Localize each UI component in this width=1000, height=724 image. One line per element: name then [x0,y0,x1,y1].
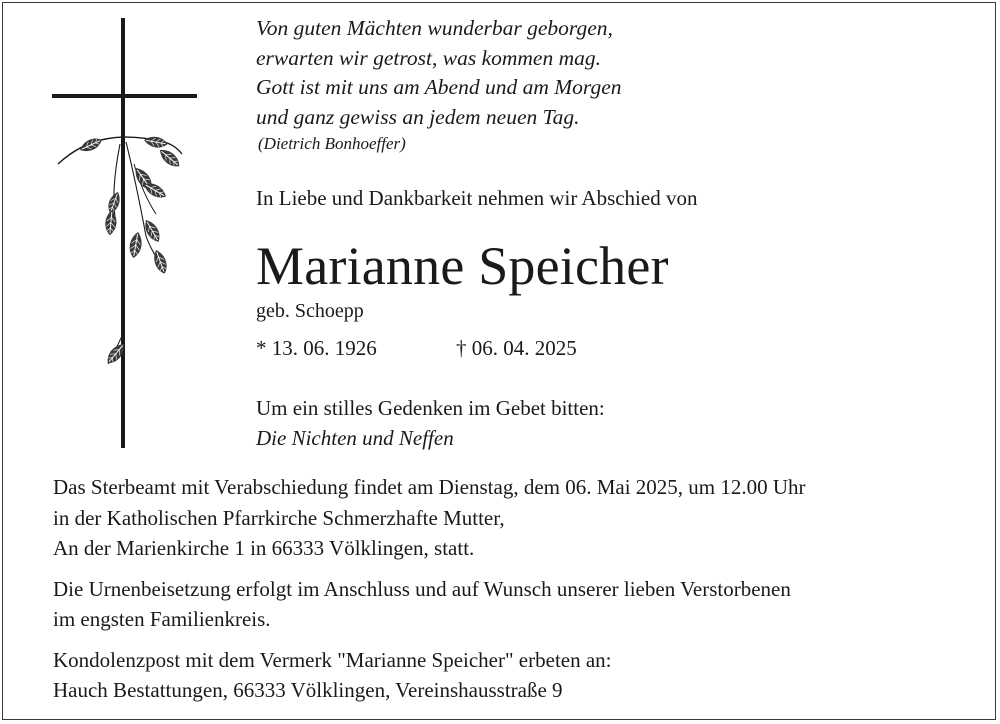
service-line: in der Katholischen Pfarrkirche Schmerzhafte Mutter, [53,505,505,530]
remembrance-plea: Um ein stilles Gedenken im Gebet bitten: [256,396,605,420]
poem [256,14,956,156]
burial-line: Die Urnenbeisetzung erfolgt im Anschluss und auf Wunsch unserer lieben Verstorbenen [53,576,791,601]
cross-with-birch-branch-icon [48,14,198,454]
cross-icon [48,14,198,454]
poem-line: Gott ist mit uns am Abend und am Morgen [256,75,622,99]
service-line: An der Marienkirche 1 in 66333 Völklingen, statt. [53,536,475,560]
deceased-name: Marianne Speicher [256,236,669,296]
service-paragraph [53,472,983,564]
burial-paragraph [53,574,983,635]
service-line: Das Sterbeamt mit Verabschiedung findet am Dienstag, dem 06. Mai 2025, um 12.00 Uhr [53,475,806,499]
main-text-column [256,14,956,450]
maiden-name: geb. Schoepp [256,300,364,322]
condolence-paragraph [53,645,983,706]
condolence-line: Kondolenzpost mit dem Vermerk "Marianne Speicher" erbeten an: [53,647,612,672]
service-details [53,472,983,716]
death-date: † 06. 04. 2025 [456,336,577,360]
poem-line: erwarten wir getrost, was kommen mag. [256,45,601,70]
poem-author: (Dietrich Bonhoeffer) [258,134,406,153]
birth-date: * 13. 06. 1926 [256,336,377,360]
condolence-address: Hauch Bestattungen, 66333 Völklingen, Vereinshausstraße 9 [53,678,563,702]
mourners: Die Nichten und Neffen [256,426,454,450]
life-dates [256,336,577,361]
poem-line: Von guten Mächten wunderbar geborgen, [256,16,613,40]
burial-line: im engsten Familienkreis. [53,607,271,631]
farewell-intro: In Liebe und Dankbarkeit nehmen wir Abschied von [256,186,698,210]
poem-line: und ganz gewiss an jedem neuen Tag. [256,104,580,129]
